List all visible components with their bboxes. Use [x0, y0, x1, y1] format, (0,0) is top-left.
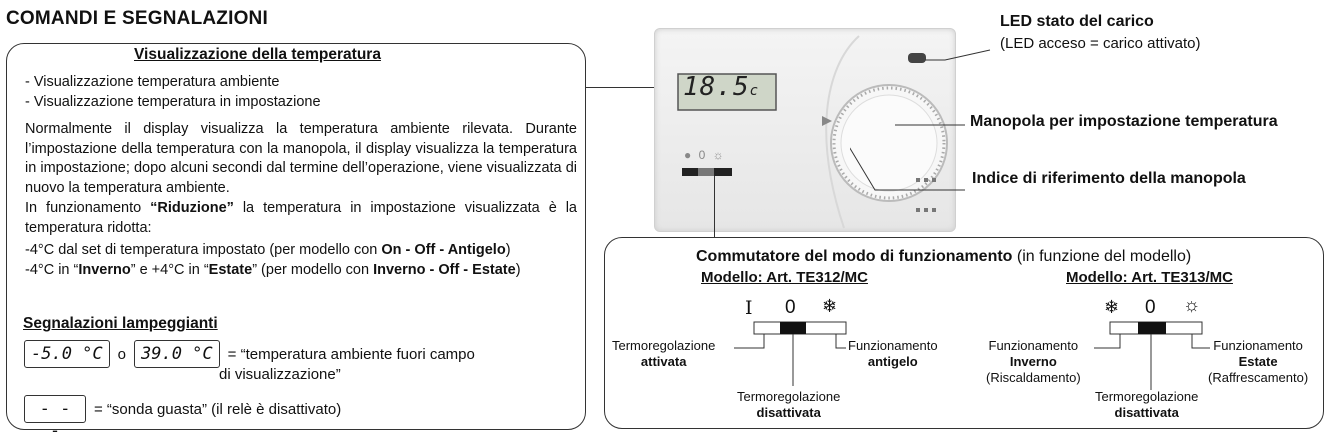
model1-left-label: Termoregolazione attivata	[612, 338, 716, 369]
model2-title: Modello: Art. TE313/MC	[1066, 269, 1233, 286]
bullet-setpoint: - Visualizzazione temperatura in impostazione	[25, 94, 321, 110]
temperature-description: Normalmente il display visualizza la temperatura ambiente rilevata. Durante l’impostazione della temperatura con la manopola, il display visualizza la temperatura in impostazione; dopo alcuni secondi dal termine dell’operazione, viene visualizzata di nuovo la temperatura ambiente.	[25, 121, 577, 196]
lcd-low-value: -5.0 °C	[24, 340, 110, 368]
model1-right-label: Funzionamento antigelo	[848, 338, 938, 369]
model2-left-label: Funzionamento Inverno (Riscaldamento)	[986, 338, 1081, 385]
sensor-fault-row	[24, 395, 342, 441]
out-of-range-row	[24, 340, 475, 368]
model1-snowflake-icon: ❄	[822, 296, 838, 316]
led-callout-title: LED stato del carico	[1000, 13, 1154, 30]
reduction-description: In funzionamento “Riduzione” la temperatura in impostazione visualizzata è la temperatura ridotta:	[25, 200, 577, 236]
bullet-ambient: - Visualizzazione temperatura ambiente	[25, 74, 280, 90]
knob-callout: Manopola per impostazione temperatura	[970, 113, 1278, 130]
model1-bottom-label: Termoregolazione disattivata	[737, 389, 841, 420]
model2-snowflake-icon: ❄	[1104, 297, 1120, 317]
led-callout-sub: (LED acceso = carico attivato)	[1000, 35, 1201, 52]
reduction-line-antigelo: -4°C dal set di temperatura impostato (per modello con On - Off - Antigelo)	[25, 242, 511, 258]
page-title: COMANDI E SEGNALAZIONI	[6, 8, 268, 29]
out-of-range-text-2: di visualizzazione”	[219, 366, 341, 383]
device-display-value: 18.5c	[683, 72, 760, 102]
or-text: o	[117, 345, 126, 363]
model2-sun-icon: ☼	[1183, 295, 1201, 316]
lcd-dashes: - - -	[24, 395, 86, 423]
out-of-range-text: = “temperatura ambiente fuori campo	[227, 345, 475, 363]
device-switch-symbols: ● 0 ☼	[684, 148, 726, 162]
switch-connector-line	[714, 176, 715, 237]
model2-right-label: Funzionamento Estate (Raffrescamento)	[1208, 338, 1309, 385]
lcd-high-value: 39.0 °C	[134, 340, 220, 368]
model2-symbol-off: 0	[1145, 297, 1156, 318]
blink-signals-heading: Segnalazioni lampeggianti	[23, 315, 218, 332]
mode-switch-heading: Commutatore del modo di funzionamento (in funzione del modello)	[696, 248, 1192, 265]
index-callout: Indice di riferimento della manopola	[972, 170, 1246, 187]
model1-symbol-off: 0	[785, 297, 796, 318]
reduction-line-inverno-estate: -4°C in “Inverno” e +4°C in “Estate” (per modello con Inverno - Off - Estate)	[25, 262, 521, 278]
model2-bottom-label: Termoregolazione disattivata	[1095, 389, 1199, 420]
temperature-display-heading: Visualizzazione della temperatura	[134, 46, 381, 63]
model1-symbol-on: I	[745, 297, 753, 319]
model1-title: Modello: Art. TE312/MC	[701, 269, 868, 286]
sensor-fault-text: = “sonda guasta” (il relè è disattivato)	[94, 400, 342, 418]
